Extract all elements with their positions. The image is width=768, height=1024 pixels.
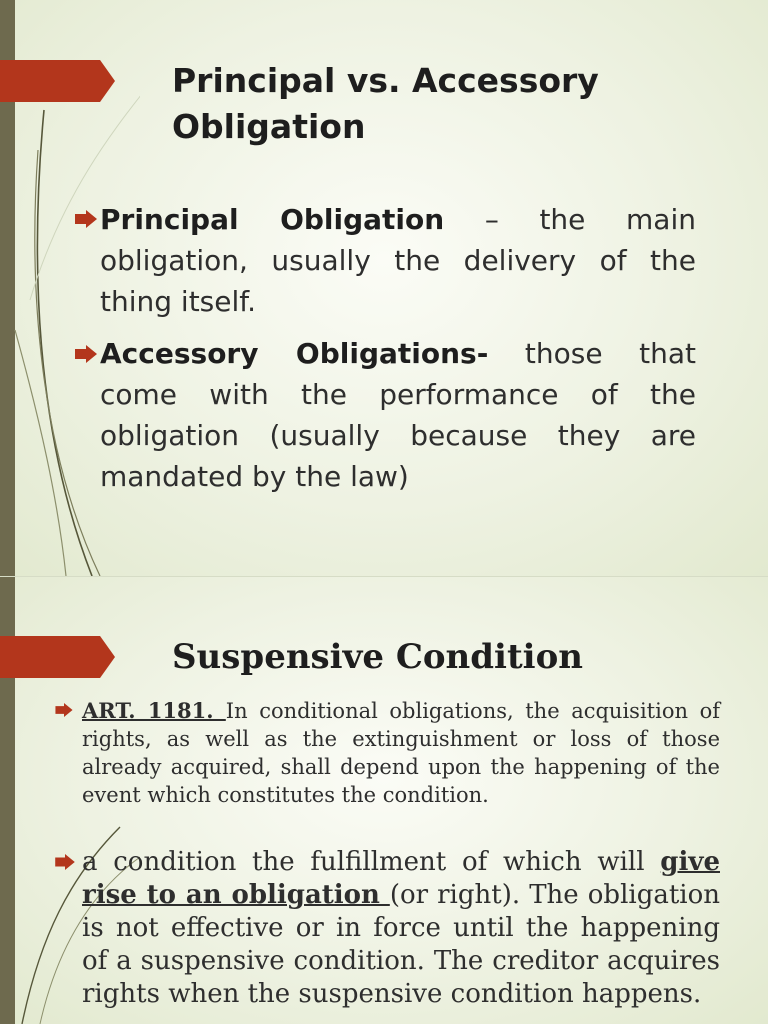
slide-title: Suspensive Condition (172, 637, 583, 677)
arrow-right-icon (54, 854, 76, 870)
bullet-text: those that come with the performance of the obligation (usually because they are mandated by the law) (100, 337, 696, 493)
arrow-right-icon (54, 703, 74, 717)
slide-title: Principal vs. Accessory Obligation (172, 61, 599, 146)
arrow-right-icon (74, 345, 98, 363)
bullet-suspensive-definition (82, 846, 720, 1011)
arrow-right-icon (74, 210, 98, 228)
title-marker-tab (0, 636, 115, 678)
bullet-text: In conditional obligations, the acquisition of rights, as well as the extinguishment or loss of those already acquired, shall depend upon the happening of the event which constitutes the condition. (82, 699, 720, 807)
bullet-term: Accessory Obligations- (100, 337, 489, 370)
emphasis-text: give rise to an obligation (82, 847, 720, 910)
bullet-accessory-obligations (100, 333, 696, 497)
bullet-principal-obligation (100, 199, 696, 322)
title-marker-tab (0, 60, 115, 102)
bullet-art-1181 (82, 697, 720, 809)
article-reference: ART. 1181. (82, 698, 226, 723)
bullet-term: Principal Obligation (100, 203, 445, 236)
bullet-text: (or right). The obligation is not effective or in force until the happening of a suspensive condition. The creditor acquires rights when the suspensive condition happens. (82, 880, 721, 1009)
bullet-lead: a condition the fulfillment of which will (82, 847, 661, 877)
bullet-text: – the main obligation, usually the delivery of the thing itself. (100, 203, 696, 318)
